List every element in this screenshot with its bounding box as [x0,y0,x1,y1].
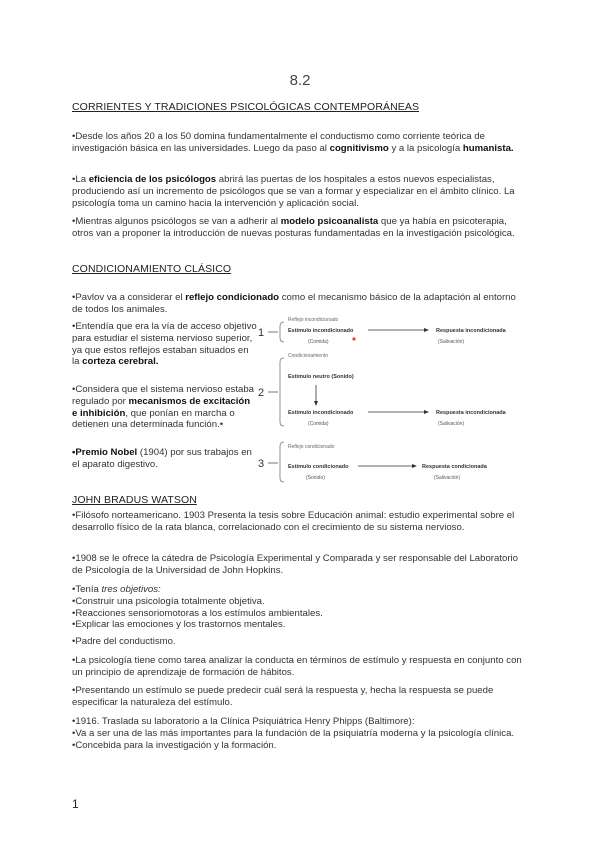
stage-3-stimulus-sub: (Sonido) [306,475,325,481]
paragraph-condicionamiento-3: •Considera que el sistema nervioso estaba regulado por mecanismos de excitación e inhibición, que ponían en marcha o detienen una determinada función.• [72,384,255,431]
paragraph-watson-6: •Presentando un estímulo se puede predecir cuál será la respuesta y, hecha la respuesta se puede especificar la naturaleza del estímulo. [72,685,494,708]
stage-2-bracket [280,358,284,426]
stage-1-header: Reflejo incondicionado [288,317,339,323]
stage-2-response-sub: (Salivación) [438,421,465,427]
stage-1-bracket [280,322,284,342]
paragraph-corrientes-2: •La eficiencia de los psicólogos abrirá las puertas de los hospitales a estos nuevos especialistas, produciendo así un incremento de psicólogos que se van a formar y especializar en el ámbito clínico. La psicología toma un camino hacia la intervención y aplicación social. [72,174,515,209]
paragraph-corrientes-3: •Mientras algunos psicólogos se van a adherir al modelo psicoanalista que ya había en psicoterapia, otros van a proponer la introducción de nuevas posturas fundamentadas en la investigación psicológica. [72,216,515,239]
paragraph-watson-4: •Padre del conductismo. [72,636,176,647]
stage-3-bracket [280,442,284,482]
stage-3-response-sub: (Salivación) [434,475,461,481]
paragraph-condicionamiento-4: •Premio Nobel (1904) por sus trabajos en el aparato digestivo. [72,447,252,470]
paragraph-watson-7: •1916. Traslada su laboratorio a la Clínica Psiquiátrica Henry Phipps (Baltimore): •Va a ser una de las más importantes para la fundación de la psiquiatría moderna y la psicología clínica. •Concebida para la investigación y la formación. [72,716,515,751]
page-label: 8.2 [289,72,311,89]
section-title-condicionamiento: CONDICIONAMIENTO CLÁSICO [72,263,232,275]
stage-3-response: Respuesta condicionada [422,464,487,470]
objective-1: •Construir una psicología totalmente objetiva. [72,595,265,607]
stage-number-1: 1 [258,327,265,339]
stage-1-red-dot [352,337,355,340]
paragraph-watson-1: •Filósofo norteamericano. 1903 Presenta la tesis sobre Educación animal: estudio experimental sobre el desarrollo físico de la rata blanca, correlacionado con el crecimiento de su sistema nervioso. [72,510,515,533]
footer-page-number: 1 [72,797,79,811]
paragraph-condicionamiento-2: •Entendía que era la vía de acceso objetivo para estudiar el sistema nervioso superior, ya que estos reflejos estaban situados en la corteza cerebral. [72,321,257,368]
stage-3-stimulus: Estímulo condicionado [288,464,349,470]
stage-1-stimulus-sub: (Comida) [308,339,329,345]
objective-2: •Reacciones sensoriomotoras a los estímulos ambientales. [72,607,323,619]
stage-1-response-sub: (Salivación) [438,339,465,345]
stage-3-arrowhead [412,464,417,468]
stage-2-arrowhead [424,410,429,414]
stage-2-response: Respuesta incondicionada [436,410,506,416]
paragraph-corrientes-1: •Desde los años 20 a los 50 domina fundamentalmente el conductismo como corriente teórica de investigación básica en las universidades. Luego da paso al cognitivismo y a la psicología humanista. [72,131,514,154]
pavlov-conditioning-diagram [248,312,538,492]
paragraph-watson-2: •1908 se le ofrece la cátedra de Psicología Experimental y Comparada y ser responsable del Laboratorio de Psicología de la Universidad de John Hopkins. [72,553,518,576]
stage-2-neutral-stimulus: Estímulo neutro (Sonido) [288,374,354,380]
stage-2-down-arrowhead [314,401,318,406]
stage-number-2: 2 [258,387,265,399]
stage-1-arrowhead [424,328,429,332]
stage-number-3: 3 [258,458,265,470]
stage-3-header: Reflejo condicionado [288,444,335,450]
stage-1-response: Respuesta incondicionada [436,328,506,334]
stage-2-stimulus: Estímulo incondicionado [288,410,354,416]
objective-3: •Explicar las emociones y los trastornos mentales. [72,619,286,631]
section-title-corrientes: CORRIENTES Y TRADICIONES PSICOLÓGICAS CONTEMPORÁNEAS [72,101,420,113]
stage-2-header: Condicionamiento [288,353,329,359]
paragraph-watson-5: •La psicología tiene como tarea analizar la conducta en términos de estímulo y respuesta en conjunto con un principio de aprendizaje de formación de hábitos. [72,655,522,678]
section-title-watson: JOHN BRADUS WATSON [72,494,197,506]
stage-2-stimulus-sub: (Comida) [308,421,329,427]
paragraph-condicionamiento-1: •Pavlov va a considerar el reflejo condicionado como el mecanismo básico de la adaptación al entorno de todos los animales. [72,292,516,315]
stage-1-stimulus: Estímulo incondicionado [288,328,354,334]
paragraph-watson-3: •Tenía tres objetivos: •Construir una psicología totalmente objetiva. •Reacciones sensoriomotoras a los estímulos ambientales. •Explicar las emociones y los trastornos mentales. [72,584,527,631]
